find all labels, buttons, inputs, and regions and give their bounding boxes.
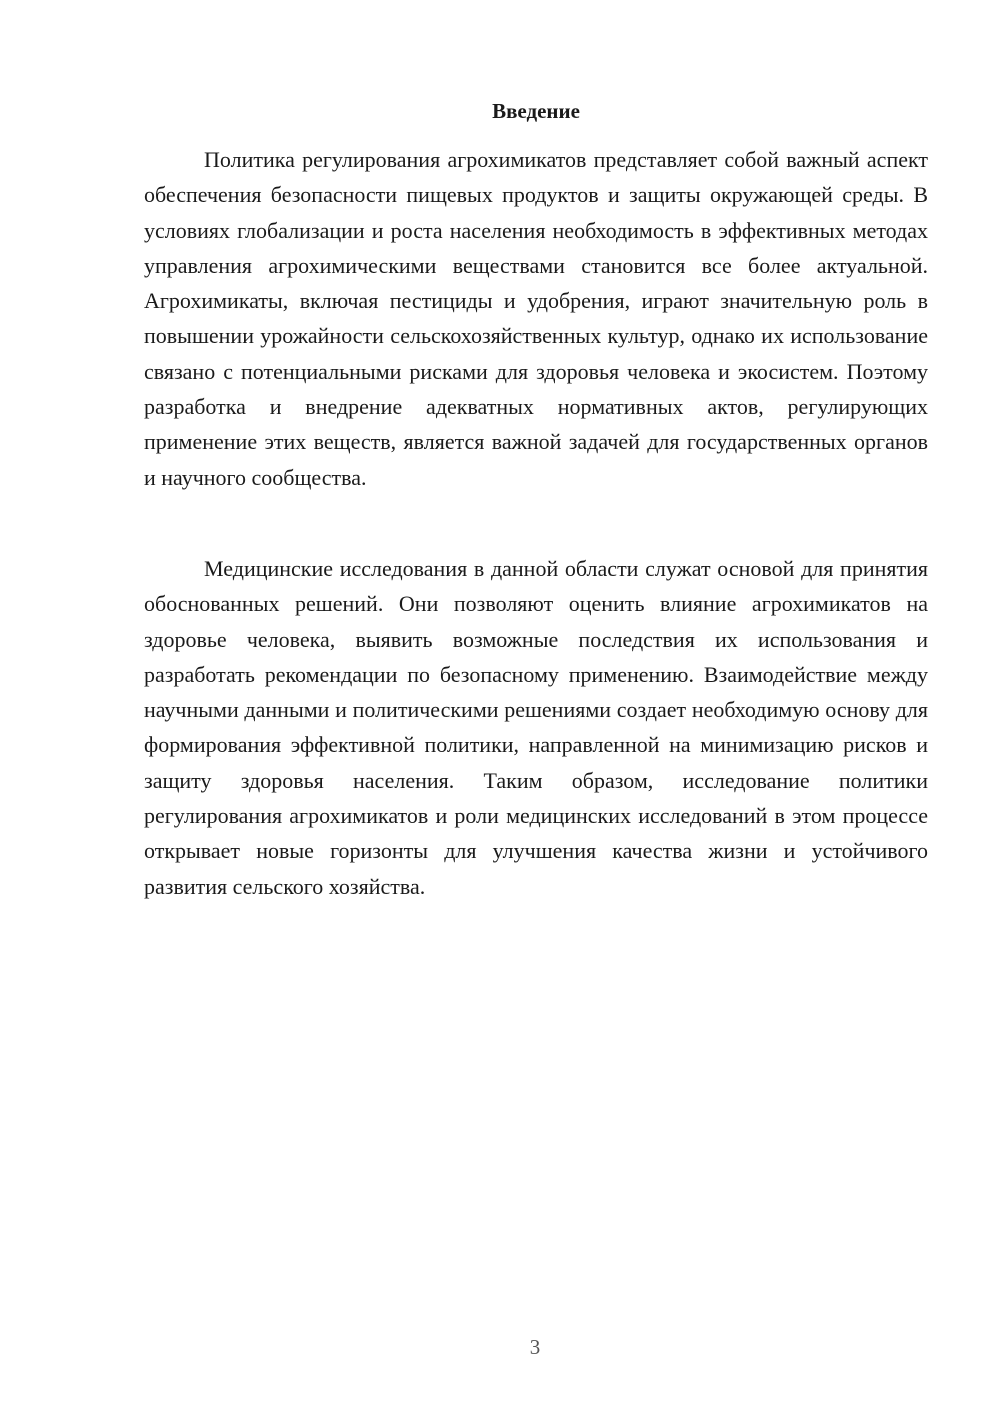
paragraph-medical-research: Медицинские исследования в данной области служат основой для принятия обоснованных решений. Они позволяют оценить влияние агрохимикатов на здоровье человека, выявить возможные последствия их использования и разработать рекомендации по безопасному применению. Взаимодействие между научными данными и политическими решениями создает необходимую основу для формирования эффективной политики, направленной на минимизацию рисков и защиту здоровья населения. Таким образом, исследование политики регулирования агрохимикатов и роли медицинских исследований в этом процессе открывает новые горизонты для улучшения качества жизни и устойчивого развития сельского хозяйства. bbox=[144, 556, 928, 899]
section-heading: Введение bbox=[492, 99, 580, 123]
page-number: 3 bbox=[529, 1335, 541, 1359]
paragraph-intro: Политика регулирования агрохимикатов представляет собой важный аспект обеспечения безопасности пищевых продуктов и защиты окружающей среды. В условиях глобализации и роста населения необходимость в эффективных методах управления агрохимическими веществами становится все более актуальной. Агрохимикаты, включая пестициды и удобрения, играют значительную роль в повышении урожайности сельскохозяйственных культур, однако их использование связано с потенциальными рисками для здоровья человека и экосистем. Поэтому разработка и внедрение адекватных нормативных актов, регулирующих применение этих веществ, является важной задачей для государственных органов и научного сообщества. bbox=[144, 147, 928, 490]
